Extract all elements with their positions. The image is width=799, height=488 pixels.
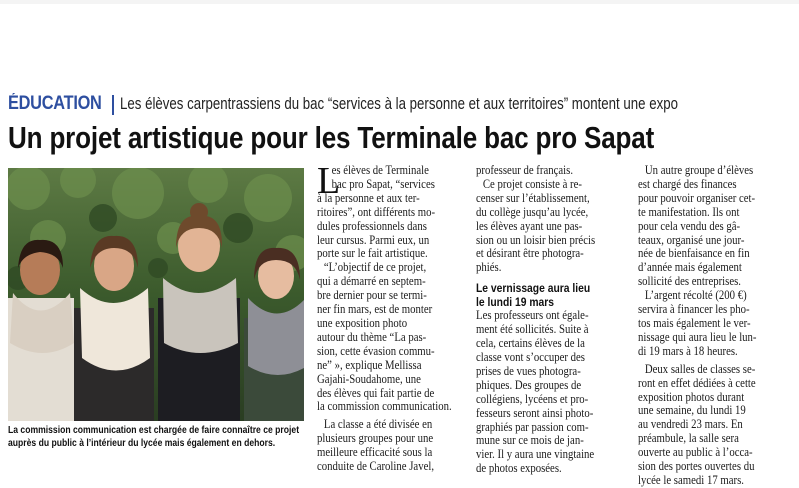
text-line: fesseurs seront ainsi photo- — [476, 405, 594, 420]
text-line: ment été sollicités. Suite à — [476, 322, 589, 337]
text-line: du collège jusqu’au lycée, — [476, 204, 589, 219]
text-line: “L’objectif de ce projet, — [323, 260, 427, 275]
text-line: pour cela vendu des gâ- — [638, 218, 741, 233]
text-line: des élèves qui fait partie de — [317, 385, 435, 400]
text-line: de photos exposées. — [476, 461, 562, 476]
text-line: bac pro Sapat, “services — [331, 176, 435, 191]
subheading-line-2: le lundi 19 mars — [476, 294, 555, 309]
text-line: ritoires”, ont différents mo- — [317, 204, 436, 219]
text-line: es élèves de Terminale — [331, 163, 429, 177]
text-line: leur cursus. Parmi eux, un — [317, 232, 430, 247]
caption-line-1: La commission communication est chargée de faire connaître ce projet — [8, 425, 300, 436]
text-column-3 — [638, 164, 792, 488]
text-line: autour du thème “La pas- — [317, 329, 427, 344]
text-line: sion ou un loisir bien précis — [476, 232, 596, 247]
text-line: censer sur l’établissement, — [476, 190, 590, 205]
text-line: te manifestation. Ils ont — [638, 204, 740, 219]
rubric-separator — [112, 95, 114, 115]
text-line: graphiés par passion com- — [476, 419, 589, 434]
text-line: bre dernier pour se termi- — [317, 288, 427, 303]
caption-line-2: auprès du public à l’intérieur du lycée mais également en dehors. — [8, 438, 276, 449]
text-line: les élèves ayant une pas- — [476, 218, 583, 233]
text-line: Gajahi-Soudahome, une — [317, 371, 421, 386]
text-line: cela, certains élèves de la — [476, 336, 585, 351]
text-line: préambule, la salle sera — [638, 431, 739, 446]
section-rubric: ÉDUCATION — [8, 93, 102, 114]
subheading-line-1: Le vernissage aura lieu — [476, 281, 591, 296]
text-column-2 — [476, 164, 627, 476]
text-line: meilleure efficacité sous la — [317, 445, 433, 460]
text-line: plusieurs groupes pour une — [317, 431, 434, 446]
article-header — [8, 93, 798, 117]
text-line: une semaine, du lundi 19 — [638, 403, 746, 418]
text-line: porte sur le fait artistique. — [317, 246, 428, 261]
article-headline: Un projet artistique pour les Terminale bac pro Sapat — [8, 120, 655, 155]
text-line: sollicité des entreprises. — [638, 274, 741, 289]
text-line: Les professeurs ont égale- — [476, 308, 589, 323]
text-line: à la personne et aux ter- — [317, 190, 420, 205]
text-line: est chargé des finances — [638, 176, 737, 191]
text-line: La classe a été divisée en — [323, 417, 433, 432]
text-line: qui a démarré en septem- — [317, 274, 426, 289]
text-line: nissage qui aura lieu le lun- — [638, 329, 757, 344]
students-photo-illustration — [8, 168, 304, 421]
article-kicker: Les élèves carpentrassiens du bac “services à la personne et aux territoires” montent une expo — [120, 94, 678, 113]
text-line: ner fin mars, est de monter — [317, 302, 433, 317]
text-column-1 — [317, 160, 469, 474]
text-line: ouverte au public à l’occa- — [638, 445, 753, 460]
text-line: servira à financer les pho- — [638, 302, 750, 317]
text-line: prises de vues photogra- — [476, 363, 581, 378]
drop-cap: L — [317, 160, 341, 202]
text-line: classe vont s’occuper des — [476, 349, 585, 364]
text-line: sion, cette évasion commu- — [317, 343, 435, 358]
article-photo — [8, 168, 304, 421]
text-line: L’argent récolté (200 €) — [644, 288, 747, 303]
text-line: d’année mais également — [638, 260, 742, 275]
text-line: ne” », explique Mellissa — [317, 357, 422, 372]
text-line: ront en effet dédiées à cette — [638, 375, 756, 390]
text-line: phiés. — [476, 260, 502, 275]
text-line: collégiens, lycéens et pro- — [476, 391, 589, 406]
text-line: professeur de français. — [476, 163, 574, 177]
text-line: une exposition photo — [317, 315, 408, 330]
page-top-edge — [0, 0, 799, 4]
text-line: Deux salles de classes se- — [644, 361, 756, 376]
text-line: pour pouvoir organiser cet- — [638, 190, 756, 205]
text-line: dules professionnels dans — [317, 218, 427, 233]
text-line: lycée le samedi 17 mars. — [638, 472, 744, 487]
text-line: di 19 mars à 18 heures. — [638, 343, 738, 358]
text-line: tos mais également le ver- — [638, 315, 751, 330]
text-line: au vendredi 23 mars. En — [638, 417, 743, 432]
photo-caption — [8, 424, 308, 450]
text-line: teaux, organisé une jour- — [638, 232, 745, 247]
text-line: la commission communication. — [317, 399, 452, 414]
text-line: exposition photos durant — [638, 389, 745, 404]
text-line: Un autre groupe d’élèves — [644, 163, 754, 177]
text-line: et désirant être photogra- — [476, 246, 584, 261]
text-line: vier. Il y aura une vingtaine — [476, 447, 595, 462]
text-line: née de bienfaisance en fin — [638, 246, 750, 261]
text-line: Ce projet consiste à re- — [482, 176, 582, 191]
text-line: sion des portes ouvertes du — [638, 459, 755, 474]
text-line: mune sur ce mois de jan- — [476, 433, 584, 448]
text-line: conduite de Caroline Javel, — [317, 459, 435, 474]
text-line: phiques. Des groupes de — [476, 377, 582, 392]
